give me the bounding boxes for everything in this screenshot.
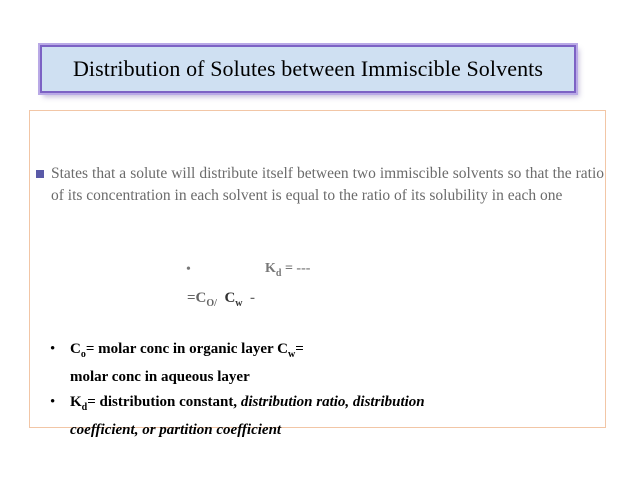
square-bullet-icon xyxy=(36,170,44,178)
list-item: • $C_o=$ molar conc in organic layer $C_w=$ molar conc in aqueous layer xyxy=(50,338,550,388)
definition-paragraph: States that a solute will distribute itself between two immiscible solvents so that the ratio of its concentration in each solvent is equal to the ratio of its solubility in each one xyxy=(51,165,604,204)
equation-bullet: • xyxy=(186,262,191,277)
definitions-list xyxy=(50,338,550,444)
equation-ratio: $=C_{O/}$ $C_w$ - xyxy=(187,290,256,309)
slide-title: Distribution of Solutes between Immiscible Solvents xyxy=(72,56,544,81)
slide-title-box xyxy=(40,45,576,93)
equation-kd: $K_d$ = --- xyxy=(265,261,311,279)
bullet-dot-icon: • xyxy=(50,394,56,410)
list-item: • $K_d=$ distribution constant, distribution ratio, distribution coefficient, or partition coefficient xyxy=(50,391,550,441)
bullet-dot-icon: • xyxy=(50,341,56,357)
